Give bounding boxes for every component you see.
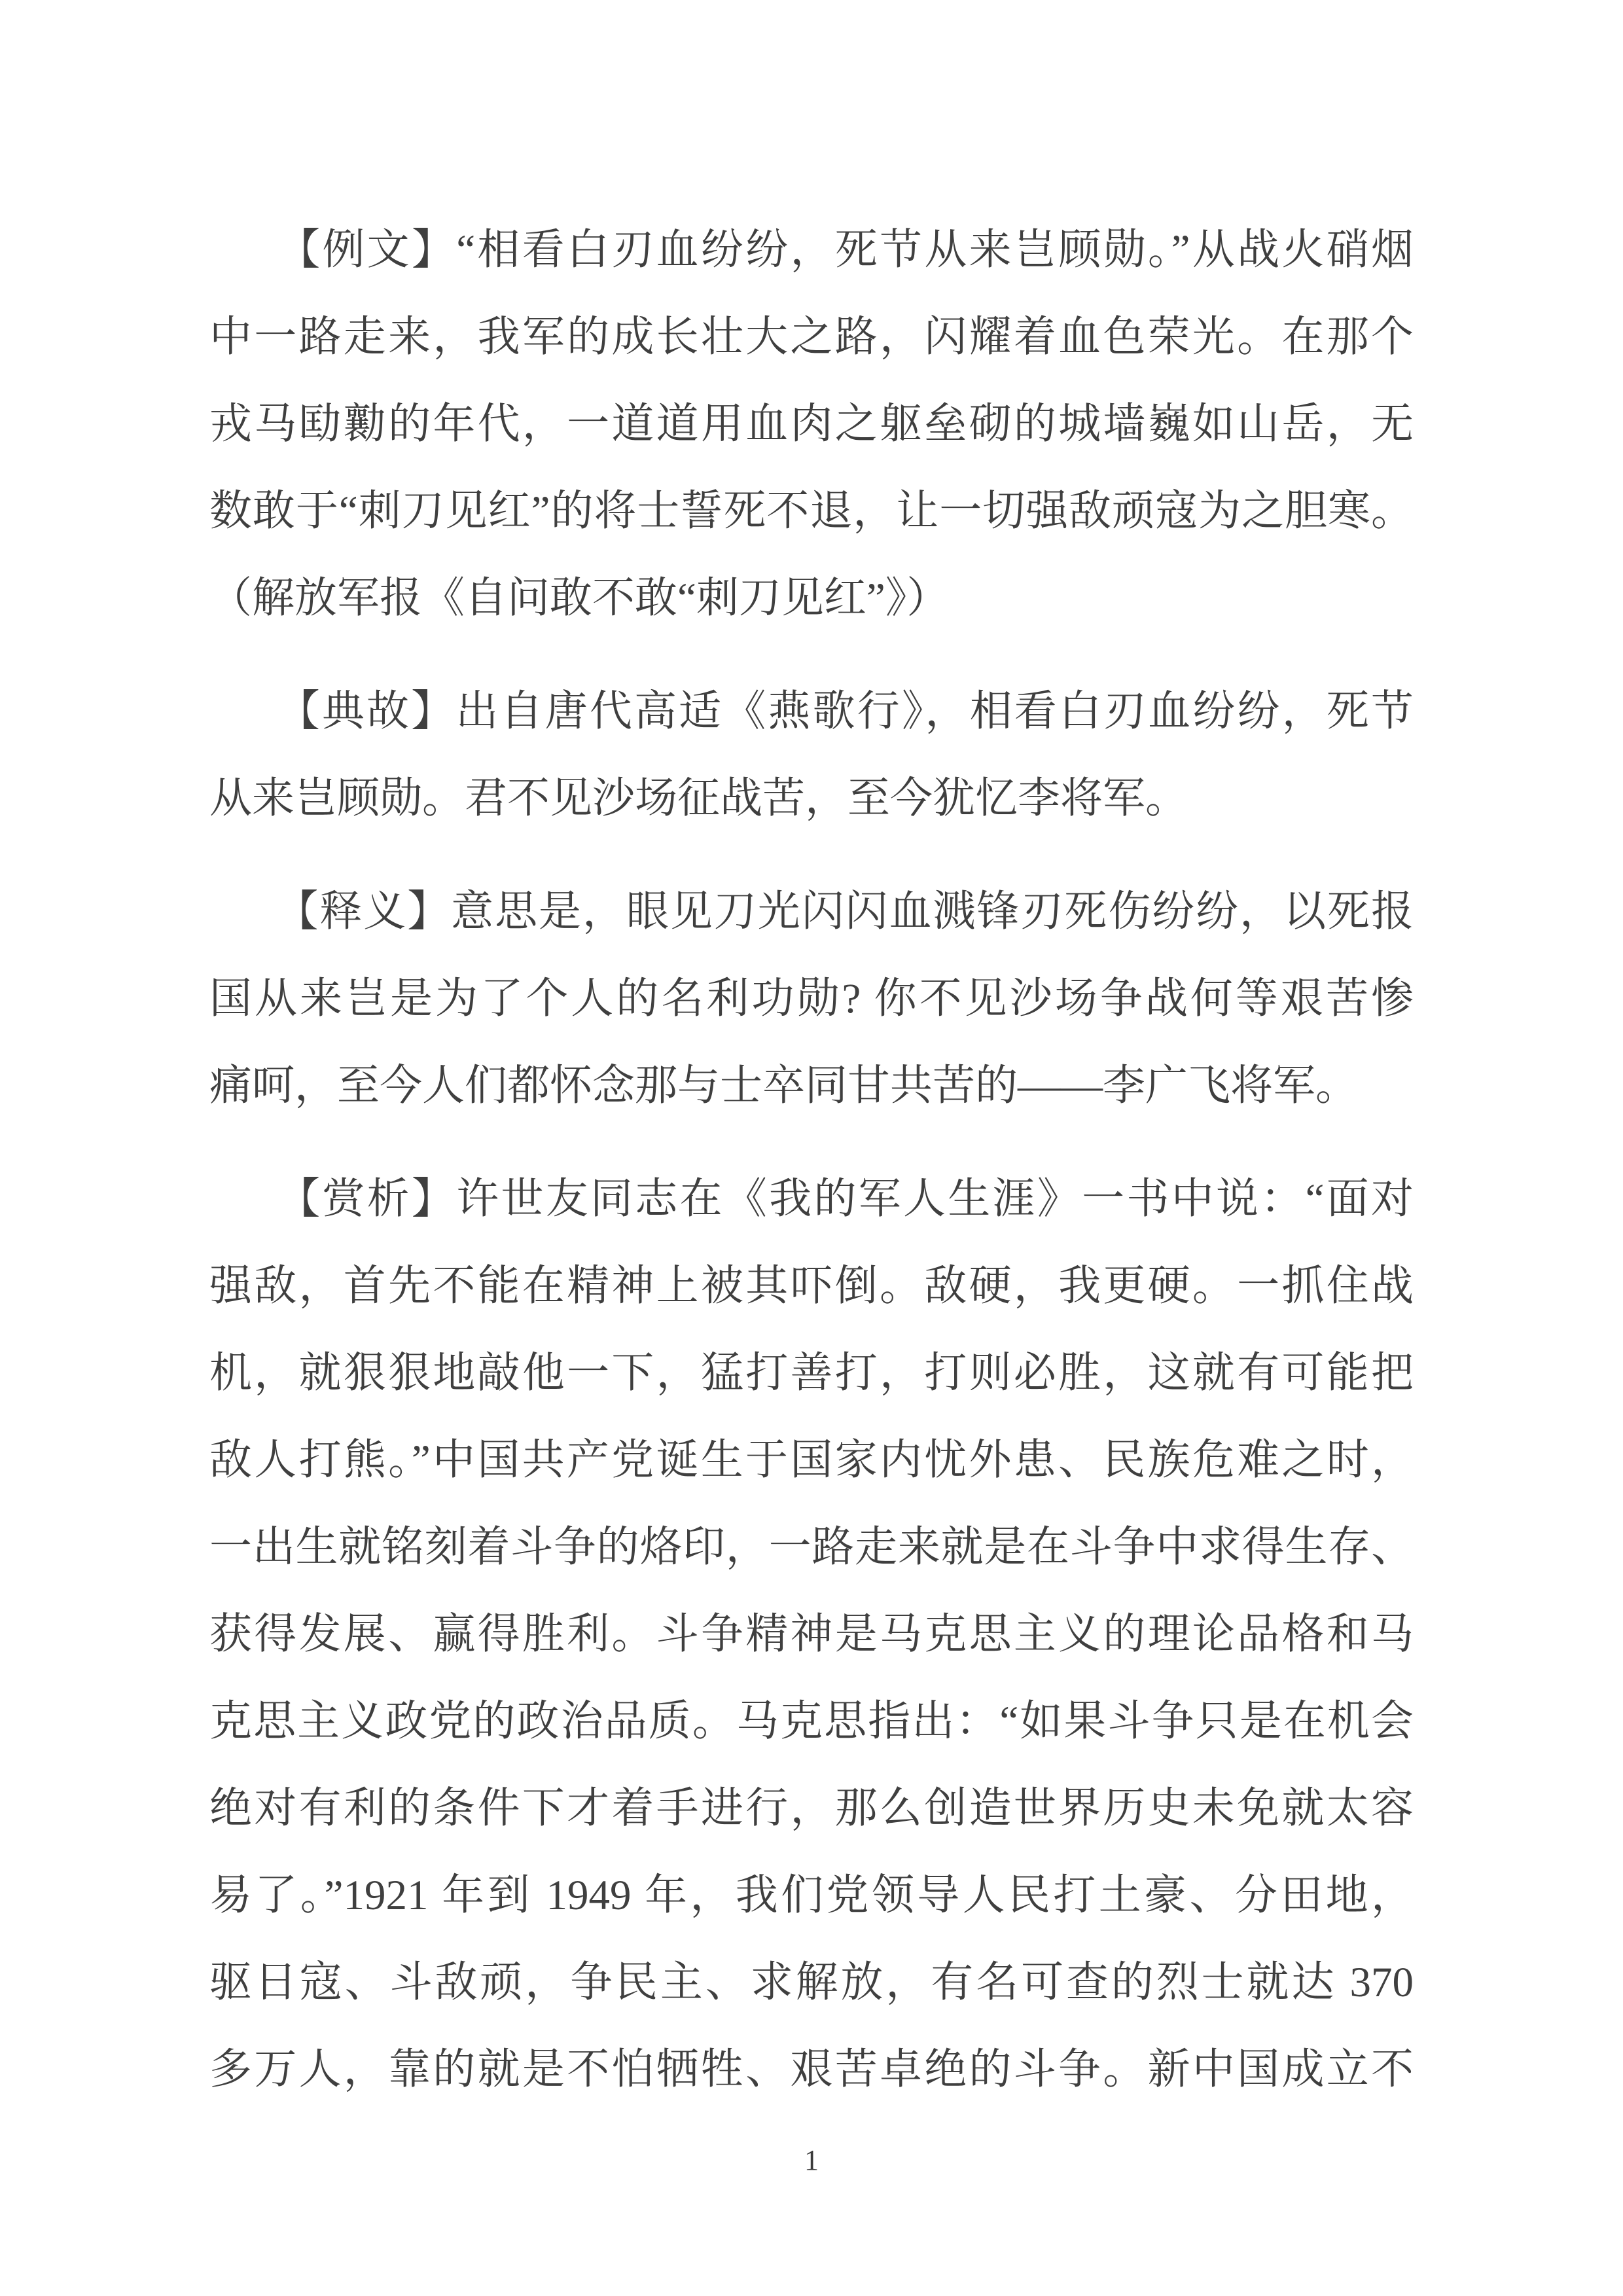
text-line: 中一路走来，我军的成长壮大之路，闪耀着血色荣光。在那个: [209, 314, 1414, 361]
text-line: 国从来岂是为了个人的名利功勋? 你不见沙场争战何等艰苦惨: [209, 975, 1414, 1022]
text-line: 驱日寇、斗敌顽，争民主、求解放，有名可查的烈士就达 370: [209, 1959, 1414, 2006]
text-line: 易了。”1921 年到 1949 年，我们党领导人民打土豪、分田地，: [209, 1872, 1414, 1919]
text-line: 克思主义政党的政治品质。马克思指出：“如果斗争只是在机会: [209, 1698, 1414, 1745]
text-line: 【释义】意思是，眼见刀光闪闪血溅锋刃死伤纷纷，以死报: [209, 888, 1414, 935]
text-line: 痛呵，至今人们都怀念那与士卒同甘共苦的——李广飞将军。: [209, 1062, 1359, 1109]
text-line: 【例文】“相看白刃血纷纷，死节从来岂顾勋。”从战火硝烟: [209, 226, 1414, 274]
text-line: 一出生就铭刻着斗争的烙印，一路走来就是在斗争中求得生存、: [209, 1524, 1414, 1571]
paragraph-allusion: [209, 668, 1414, 842]
paragraph-appreciation: [209, 1156, 1414, 2113]
text-line: 数敢于“刺刀见红”的将士誓死不退，让一切强敌顽寇为之胆寒。: [209, 488, 1414, 535]
text-line: 【赏析】许世友同志在《我的军人生涯》一书中说：“面对: [209, 1175, 1414, 1223]
text-line: 机，就狠狠地敲他一下，猛打善打，打则必胜，这就有可能把: [209, 1350, 1414, 1397]
document-body: [209, 207, 1414, 2113]
text-line: 获得发展、赢得胜利。斗争精神是马克思主义的理论品格和马: [209, 1611, 1414, 1658]
text-line: 敌人打熊。”中国共产党诞生于国家内忧外患、民族危难之时，: [209, 1437, 1414, 1484]
page-number: 1: [804, 2144, 819, 2176]
text-line: 【典故】出自唐代高适《燕歌行》，相看白刃血纷纷，死节: [209, 688, 1414, 735]
text-line: 绝对有利的条件下才着手进行，那么创造世界历史未免就太容: [209, 1785, 1414, 1832]
text-line: 多万人，靠的就是不怕牺牲、艰苦卓绝的斗争。新中国成立不: [209, 2046, 1414, 2093]
paragraph-interpretation: [209, 869, 1414, 1130]
text-line: （解放军报《自问敢不敢“刺刀见红”》）: [209, 575, 950, 622]
paragraph-example-text: [209, 207, 1414, 642]
page-footer: [209, 2140, 1414, 2181]
text-line: 戎马劻勷的年代，一道道用血肉之躯垒砌的城墙巍如山岳，无: [209, 401, 1414, 448]
text-line: 强敌，首先不能在精神上被其吓倒。敌硬，我更硬。一抓住战: [209, 1263, 1414, 1310]
text-line: 从来岂顾勋。君不见沙场征战苦，至今犹忆李将军。: [209, 775, 1188, 822]
